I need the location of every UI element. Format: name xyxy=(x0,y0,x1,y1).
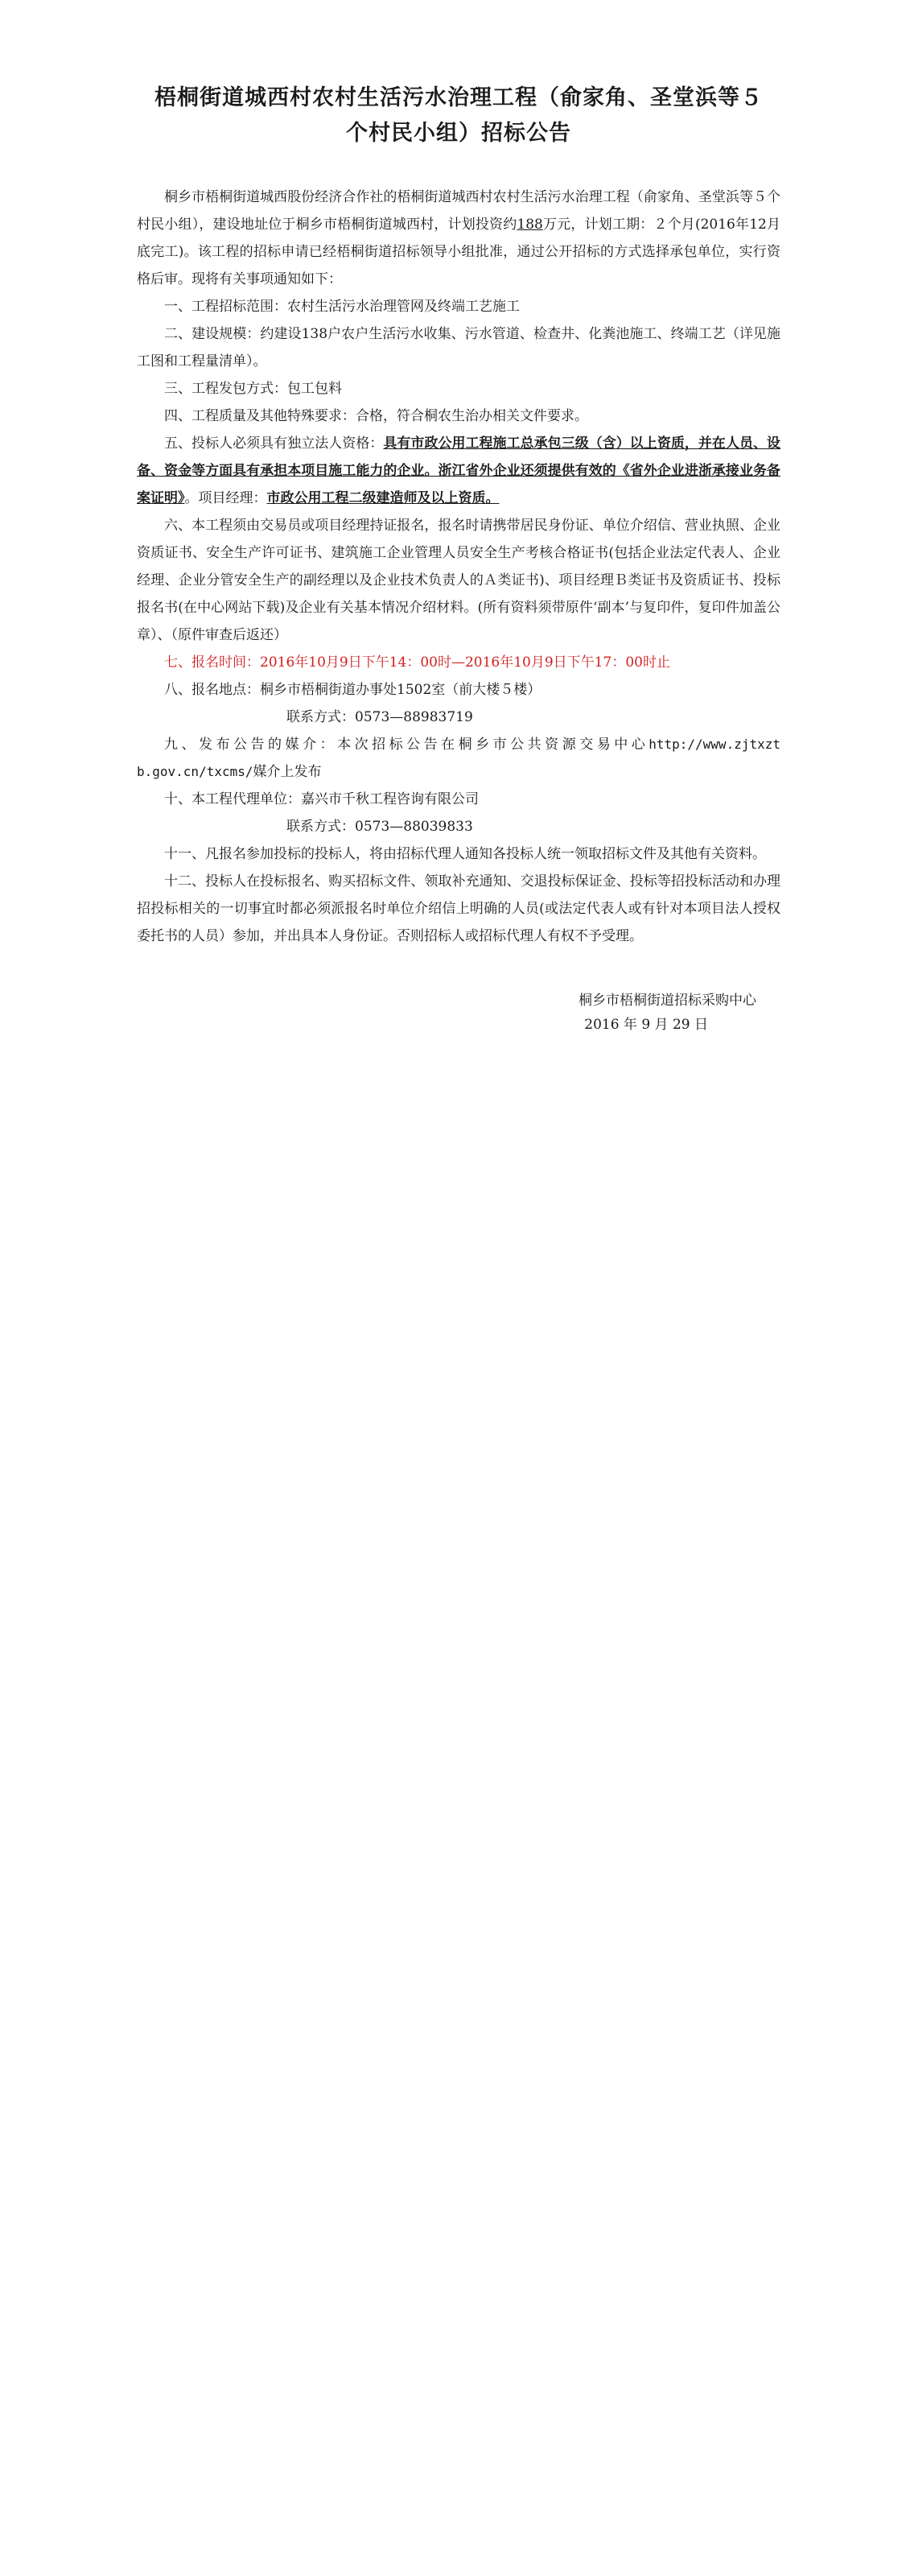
item-10-contact: 联系方式：0573—88039833 xyxy=(286,819,473,835)
issue-date: 2016 年 9 月 29 日 xyxy=(584,1017,708,1033)
issuing-organization: 桐乡市梧桐街道招标采购中心 xyxy=(579,993,756,1009)
item-9-media xyxy=(137,731,780,786)
intro-paragraph xyxy=(137,184,780,293)
item-1-scope: 一、工程招标范围：农村生活污水治理管网及终端工艺施工 xyxy=(164,299,520,315)
title-line-1: 梧桐街道城西村农村生活污水治理工程（俞家角、圣堂浜等５ xyxy=(154,85,763,110)
item-8-contact: 联系方式：0573—88983719 xyxy=(286,709,473,725)
notice-title xyxy=(137,80,780,151)
item-10-agent: 十、本工程代理单位：嘉兴市千秋工程咨询有限公司 xyxy=(164,791,479,807)
item-5-manager-requirement: 市政公用工程二级建造师及以上资质。 xyxy=(266,490,500,506)
item-5-lead: 五、投标人必须具有独立法人资格： xyxy=(164,436,384,452)
intro-text-a: 桐乡市梧桐街道城西股份经济合作社的梧桐街道城西村农村生活污水治理工程（俞家角、圣堂浜等５个村民小组），建设地址位于桐乡市梧桐街道城西村，计划投资约 xyxy=(137,189,780,233)
item-7-registration-time: 七、报名时间：2016年10月9日下午14：00时—2016年10月9日下午17：00时止 xyxy=(164,654,670,671)
item-9-text-b: 媒介上发布 xyxy=(253,764,322,780)
intro-text-b: 万元，计划工期：２个月(2016年12月底完工)。该工程的招标申请已经梧桐街道招标领导小组批准，通过公开招标的方式选择承包单位，实行资格后审。现将有关事项通知如下： xyxy=(137,217,781,287)
item-4-quality: 四、工程质量及其他特殊要求：合格，符合桐农生治办相关文件要求。 xyxy=(164,408,588,424)
item-9-url[interactable]: http://www.zjtxztb.gov.cn/txcms/ xyxy=(137,737,780,779)
item-9-text-a: 九、发布公告的媒介：本次招标公告在桐乡市公共资源交易中心 xyxy=(164,737,649,753)
item-5-requirement: 具有市政公用工程施工总承包三级（含）以上资质，并在人员、设备、资金等方面具有承担本项目施工能力的企业。浙江省外企业还须提供有效的《省外企业进浙承接业务备案证明》 xyxy=(137,436,781,506)
notice-document xyxy=(137,80,780,1037)
item-12-representative: 十二、投标人在投标报名、购买招标文件、领取补充通知、交退投标保证金、投标等招投标活动和办理招投标相关的一切事宜时都必须派报名时单位介绍信上明确的人员(或法定代表人或有针对本项目法人授权委托书的人员）参加，并出具本人身份证。否则招标人或招标代理人有权不予受理。 xyxy=(137,873,780,944)
notice-footer xyxy=(137,989,780,1037)
item-5-mid: 。项目经理： xyxy=(184,490,267,506)
item-6-registration-docs: 六、本工程须由交易员或项目经理持证报名，报名时请携带居民身份证、单位介绍信、营业执照、企业资质证书、安全生产许可证书、建筑施工企业管理人员安全生产考核合格证书(包括企业法定代表人、企业经理、企业分管安全生产的副经理以及企业技术负责人的Ａ类证书)、项目经理Ｂ类证书及资质证书、投标报名书(在中心网站下载)及企业有关基本情况介绍材料。(所有资料须带原件‘副本’与复印件，复印件加盖公章）、（原件审查后返还） xyxy=(137,518,780,643)
item-5-qualification xyxy=(137,430,780,512)
title-line-2: 个村民小组）招标公告 xyxy=(346,121,571,146)
item-11-documents: 十一、凡报名参加投标的投标人，将由招标代理人通知各投标人统一领取招标文件及其他有关资料。 xyxy=(164,846,766,862)
item-8-registration-place: 八、报名地点：桐乡市梧桐街道办事处1502室（前大楼５楼） xyxy=(164,682,541,698)
investment-amount: 188 xyxy=(517,217,543,233)
item-3-contract-method: 三、工程发包方式：包工包料 xyxy=(164,381,342,397)
item-2-scale: 二、建设规模：约建设138户农户生活污水收集、污水管道、检查井、化粪池施工、终端工艺（详见施工图和工程量清单）。 xyxy=(137,326,780,369)
